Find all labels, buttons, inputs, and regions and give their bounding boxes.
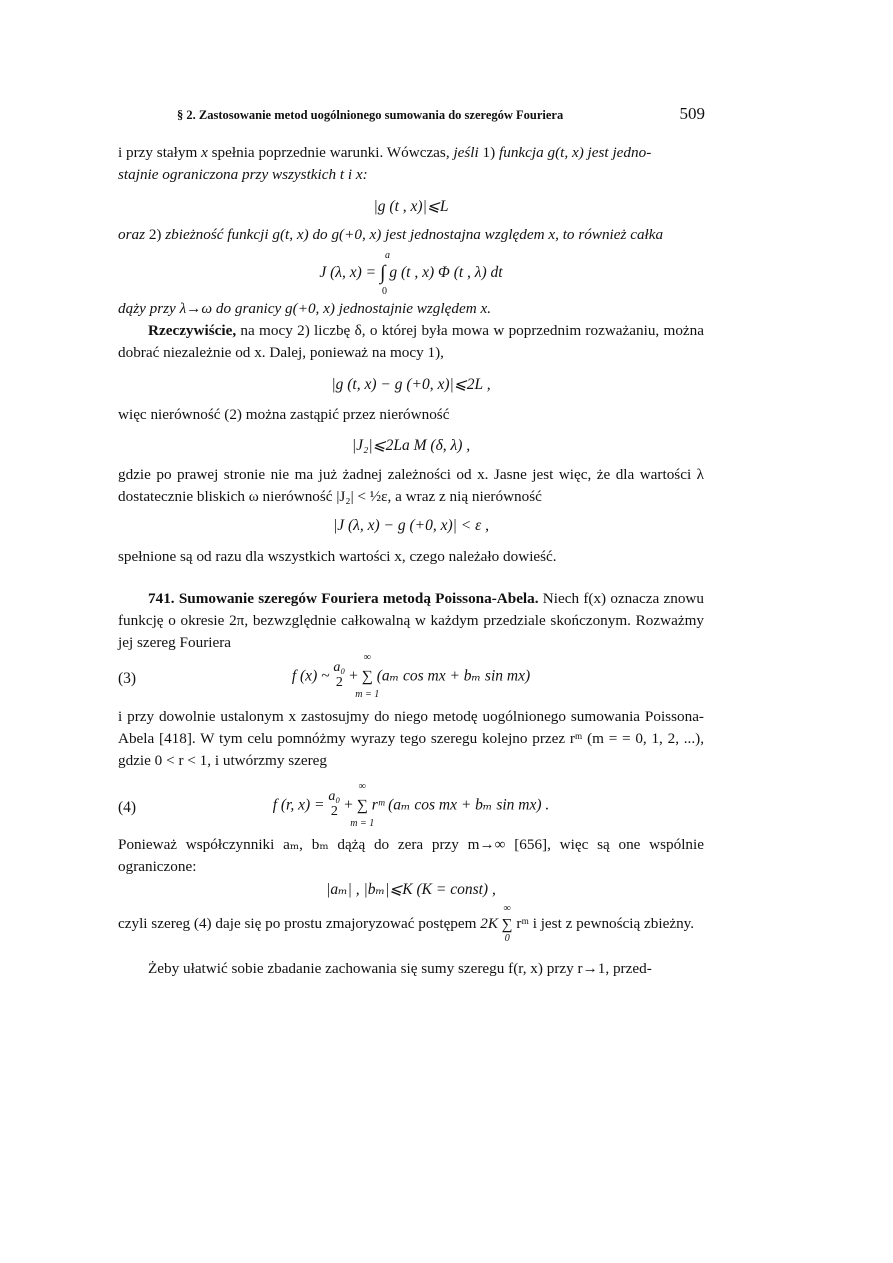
sum-sign: ∑ ∞ m = 1 bbox=[355, 652, 380, 700]
integral-sign: ∫ a 0 bbox=[380, 250, 391, 297]
paragraph-limit: dąży przy λ→ω do granicy g(+0, x) jednostajnie względem x. bbox=[118, 300, 491, 317]
equation-label-3: (3) bbox=[118, 670, 137, 687]
paragraph-replace: więc nierówność (2) można zastąpić przez nierówność bbox=[118, 406, 450, 423]
paragraph-poisson-abel: i przy dowolnie ustalonym x zastosujmy do niego metodę uogólnionego sumowania Poissona-Abela [418]. W tym celu pomnóżmy wyrazy tego szeregu kolejno przez rᵐ (m = = 0, 1, 2, ...), gdzie 0 < r < 1, i utwórzmy szereg bbox=[118, 708, 704, 769]
header-title: § 2. Zastosowanie metod uogólnionego sumowania do szeregów Fouriera bbox=[177, 108, 564, 122]
paragraph-conclusion: spełnione są od razu dla wszystkich wartości x, czego należało dowieść. bbox=[118, 548, 557, 565]
equation-J2: |J₂|⩽2La M (δ, λ) , bbox=[351, 437, 471, 454]
fraction-a0-over-2: a₀ 2 bbox=[333, 660, 346, 690]
equation-epsilon: |J (λ, x) − g (+0, x)| < ε , bbox=[332, 517, 489, 534]
section-number: 741. bbox=[148, 590, 175, 607]
equation-K-bound: |aₘ| , |bₘ|⩽K (K = const) , bbox=[326, 881, 496, 898]
fraction-a0-over-2: a₀ 2 bbox=[328, 789, 341, 819]
paragraph-theorem: oraz 2) zbieżność funkcji g(t, x) do g(+0, x) jest jednostajna względem x, to również całka bbox=[118, 226, 664, 243]
sum-sign: ∑ ∞ m = 1 bbox=[350, 781, 375, 829]
paragraph-proof: Rzeczywiście, na mocy 2) liczbę δ, o której była mowa w poprzednim rozważaniu, można dobrać niezależnie od x. Dalej, ponieważ na mocy 1), bbox=[118, 322, 704, 361]
paragraph-right-side: gdzie po prawej stronie nie ma już żadnej zależności od x. Jasne jest więc, że dla wartości λ dostatecznie bliskich ω nierówność |J₂| < ½ε, a wraz z nią nierówność bbox=[118, 466, 704, 505]
paragraph-next: Żeby ułatwić sobie zbadanie zachowania się sumy szeregu f(r, x) przy r→1, przed- bbox=[148, 960, 652, 977]
running-header bbox=[150, 104, 705, 126]
equation-label-4: (4) bbox=[118, 799, 137, 816]
paragraph-conditions: i przy stałym x spełnia poprzednie warunki. Wówczas, jeśli 1) funkcja g(t, x) jest jedno- stajnie ograniczona przy wszystkich t i x: bbox=[118, 144, 652, 183]
section-title: Sumowanie szeregów Fouriera metodą Poissona-Abela. bbox=[178, 590, 539, 607]
paragraph-majorize: czyli szereg (4) daje się po prostu zmajoryzować postępem 2K ∑ ∞ 0 rᵐ i jest z pewnością zbieżny. bbox=[118, 902, 695, 944]
equation-bound: |g (t , x)|⩽L bbox=[373, 198, 449, 215]
equation-fourier-series: f (x) ~ a₀ 2 + ∑ ∞ m = 1 (aₘ cos mx + bₘ sin mx) bbox=[291, 652, 531, 700]
paragraph-coefficients: Ponieważ współczynniki aₘ, bₘ dążą do zera przy m→∞ [656], więc są one wspólnie ograniczone: bbox=[118, 836, 704, 875]
section-741: 741. Sumowanie szeregów Fouriera metodą Poissona-Abela. Niech f(x) oznacza znowu funkcję o okresie 2π, bezwzględnie całkowalną w każdym przedziale skończonym. Rozważmy jej szereg Fouriera bbox=[118, 590, 704, 651]
equation-difference: |g (t, x) − g (+0, x)|⩽2L , bbox=[331, 376, 491, 393]
page-number: 509 bbox=[679, 104, 705, 123]
equation-abel-series: f (r, x) = a₀ 2 + ∑ ∞ m = 1 rᵐ (aₘ cos mx + bₘ sin mx) . bbox=[272, 781, 550, 829]
sum-sign: ∑ ∞ 0 bbox=[501, 902, 513, 944]
equation-J-integral: J (λ, x) = ∫ a 0 g (t , x) Φ (t , λ) dt bbox=[319, 250, 503, 297]
